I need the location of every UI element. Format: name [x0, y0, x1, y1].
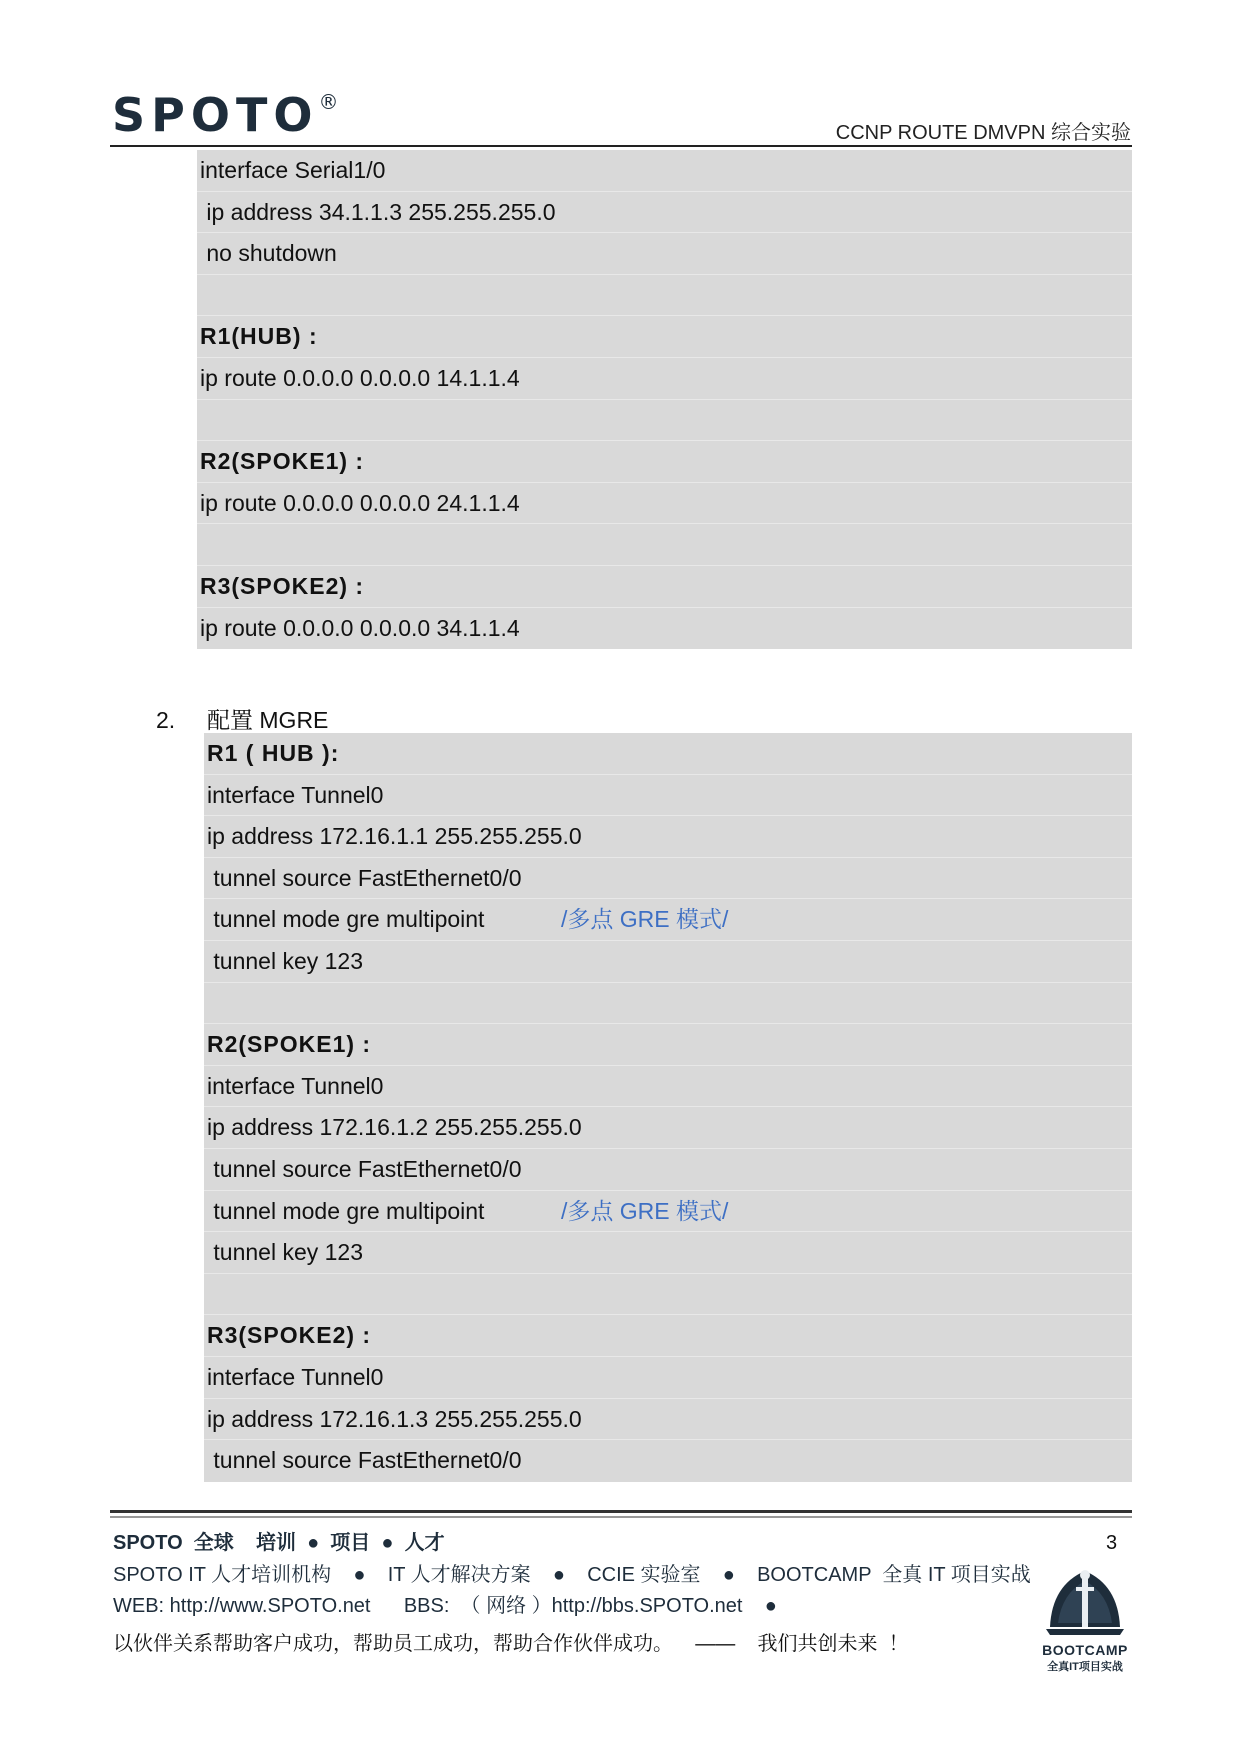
code-line: tunnel key 123: [204, 941, 1132, 983]
code-line: [204, 983, 1132, 1025]
code-text: tunnel mode gre multipoint: [207, 906, 485, 933]
spoto-logo: [112, 88, 338, 142]
document-title: CCNP ROUTE DMVPN 综合实验: [835, 122, 1131, 144]
code-line: tunnel source FastEthernet0/0: [207, 1447, 522, 1474]
section-number: 2.: [156, 707, 176, 733]
bootcamp-word: BOOTCAMP: [1042, 1642, 1128, 1658]
registered-mark: ®: [318, 89, 339, 114]
router-heading: R3(SPOKE2) :: [197, 566, 1132, 608]
code-line: no shutdown: [197, 233, 1132, 275]
router-heading: R1(HUB) :: [197, 316, 1132, 358]
code-line: tunnel key 123: [204, 1232, 1132, 1274]
code-block-mgre: [204, 733, 1132, 1482]
code-text: tunnel mode gre multipoint: [207, 1197, 485, 1224]
bootcamp-emblem-icon: [1042, 1565, 1128, 1637]
code-line: tunnel source FastEthernet0/0: [204, 1149, 1132, 1191]
code-line: ip address 172.16.1.2 255.255.255.0: [204, 1107, 1132, 1149]
code-line: [204, 1274, 1132, 1316]
code-line: ip route 0.0.0.0 0.0.0.0 24.1.1.4: [197, 483, 1132, 525]
router-heading: R1 ( HUB ):: [204, 733, 1132, 775]
page-number: 3: [1106, 1532, 1118, 1554]
footer-brand: SPOTO 全球 培训 ● 项目 ● 人才: [113, 1532, 445, 1554]
bootcamp-subtitle: 全真IT项目实战: [1047, 1661, 1123, 1673]
router-heading: R3(SPOKE2) :: [204, 1315, 1132, 1357]
section-title: 配置 MGRE: [207, 707, 329, 733]
code-line: [197, 400, 1132, 442]
code-line: interface Tunnel0: [204, 775, 1132, 817]
footer-divider: [110, 1510, 1132, 1513]
footer-web-links: WEB: http://www.SPOTO.net BBS: （ 网络 ）http://bbs.SPOTO.net ●: [113, 1595, 777, 1617]
code-block-static-routes: [197, 150, 1132, 649]
code-line: interface Tunnel0: [204, 1357, 1132, 1399]
code-line: ip address 172.16.1.1 255.255.255.0: [204, 816, 1132, 858]
code-line: [197, 524, 1132, 566]
footer-divider-thin: [110, 1516, 1132, 1518]
router-heading: R2(SPOKE1) :: [204, 1024, 1132, 1066]
code-line-with-comment: [204, 899, 1132, 941]
code-line: tunnel source FastEthernet0/0: [204, 858, 1132, 900]
footer-slogan: 以伙伴关系帮助客户成功，帮助员工成功，帮助合作伙伴成功。 —— 我们共创未来 ！: [113, 1633, 909, 1655]
code-line: interface Tunnel0: [204, 1066, 1132, 1108]
code-line: ip address 34.1.1.3 255.255.255.0: [197, 192, 1132, 234]
code-line: ip address 172.16.1.3 255.255.255.0: [204, 1399, 1132, 1441]
code-comment: /多点 GRE 模式/: [561, 906, 729, 933]
router-heading: R2(SPOKE1) :: [197, 441, 1132, 483]
logo-text: SPOTO: [112, 88, 319, 142]
footer-services: SPOTO IT 人才培训机构 ● IT 人才解决方案 ● CCIE 实验室 ● BOOTCAMP 全真 IT 项目实战: [113, 1564, 1031, 1586]
code-line: interface Serial1/0: [197, 150, 1132, 192]
code-line: ip route 0.0.0.0 0.0.0.0 34.1.1.4: [200, 614, 520, 641]
code-comment: /多点 GRE 模式/: [561, 1197, 729, 1224]
code-line: [197, 275, 1132, 317]
bootcamp-logo: [1040, 1565, 1130, 1674]
code-line-with-comment: [204, 1191, 1132, 1233]
header-divider: [110, 145, 1132, 147]
code-line: ip route 0.0.0.0 0.0.0.0 14.1.1.4: [197, 358, 1132, 400]
